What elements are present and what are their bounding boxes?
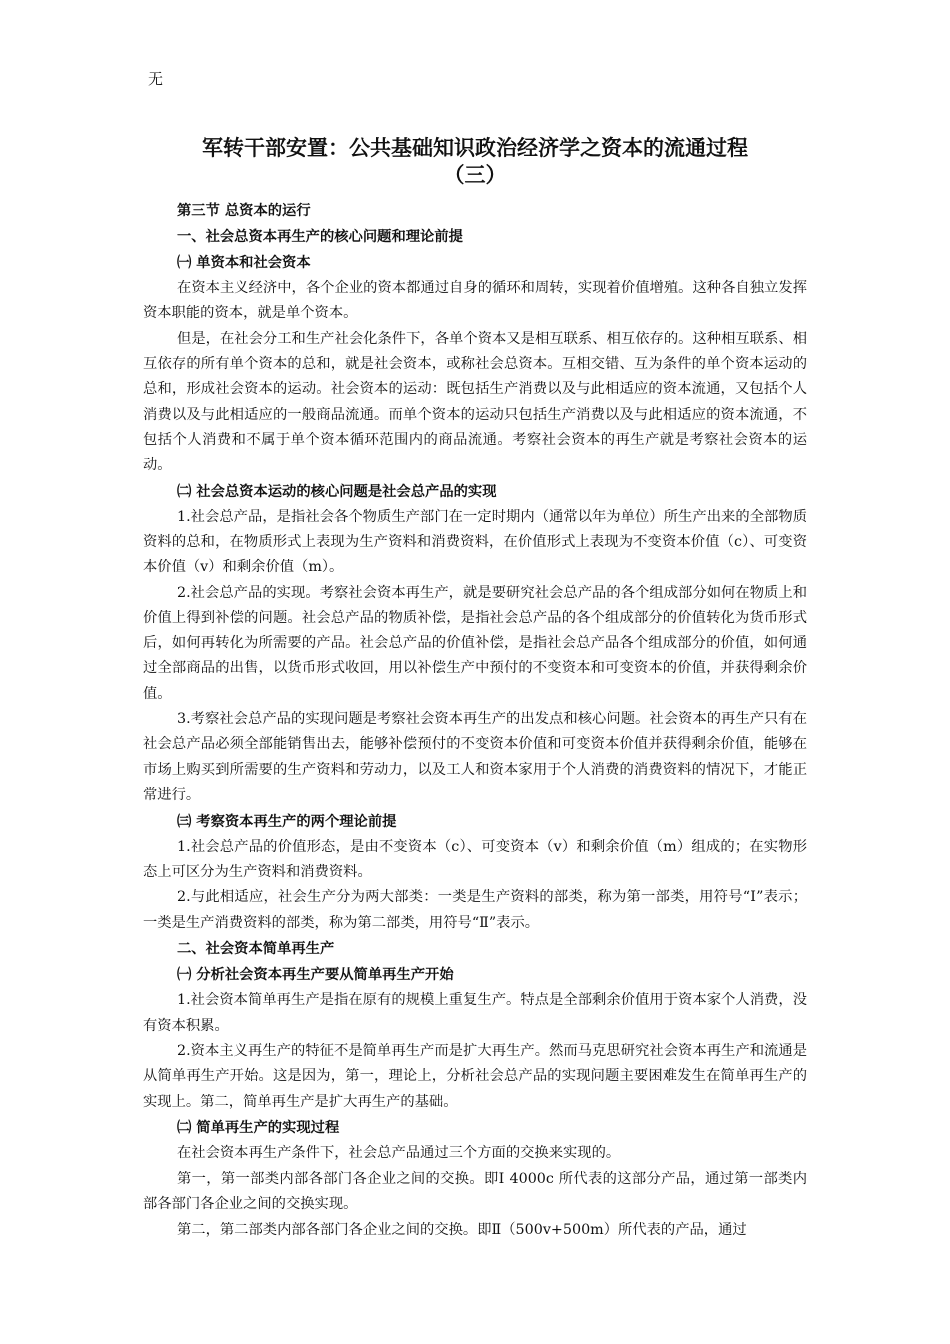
page-title	[148, 134, 802, 188]
document-body	[143, 198, 807, 1244]
page-title-line-2: （三）	[443, 162, 507, 187]
paragraph: 但是，在社会分工和生产社会化条件下，各单个资本又是相互联系、相互依存的。这种相互联系、相互依存的所有单个资本的总和，就是社会资本，或称社会总资本。互相交错、互为条件的单个资本运动的总和，形成社会资本的运动。社会资本的运动：既包括生产消费以及与此相适应的资本流通，又包括个人消费以及与此相适应的一般商品流通。而单个资本的运动只包括生产消费以及与此相适应的资本流通，不包括个人消费和不属于单个资本循环范围内的商品流通。考察社会资本的再生产就是考察社会资本的运动。	[143, 330, 807, 473]
paragraph: 在社会资本再生产条件下，社会总产品通过三个方面的交换来实现的。	[177, 1145, 621, 1162]
paragraph: 在资本主义经济中，各个企业的资本都通过自身的循环和周转，实现着价值增殖。这种各自独立发挥资本职能的资本，就是单个资本。	[143, 280, 807, 322]
paragraph: 2.资本主义再生产的特征不是简单再生产而是扩大再生产。然而马克思研究社会资本再生产和流通是从简单再生产开始。这是因为，第一，理论上，分析社会总产品的实现问题主要困难发生在简单再生产的实现上。第二，简单再生产是扩大再生产的基础。	[143, 1043, 807, 1110]
paragraph: 第二，第二部类内部各部门各企业之间的交换。即Ⅱ（500v+500m）所代表的产品，通过	[177, 1222, 747, 1238]
page-title-line-1: 军转干部安置：公共基础知识政治经济学之资本的流通过程	[202, 135, 748, 160]
header-mark: 无	[148, 70, 164, 88]
section-heading: 第三节 总资本的运行	[177, 203, 311, 219]
paragraph: 1.社会资本简单再生产是指在原有的规模上重复生产。特点是全部剩余价值用于资本家个人消费，没有资本积累。	[143, 992, 807, 1034]
chapter-heading: 二、社会资本简单再生产	[177, 941, 335, 958]
subsection-heading: ㈡ 社会总资本运动的核心问题是社会总产品的实现	[177, 483, 497, 500]
paragraph: 2.与此相适应，社会生产分为两大部类：一类是生产资料的部类，称为第一部类，用符号“Ⅰ”表示；一类是生产消费资料的部类，称为第二部类，用符号“Ⅱ”表示。	[143, 889, 807, 931]
subsection-heading: ㈢ 考察资本再生产的两个理论前提	[177, 813, 397, 830]
subsection-heading: ㈠ 分析社会资本再生产要从简单再生产开始	[177, 967, 454, 984]
subsection-heading: ㈡ 简单再生产的实现过程	[177, 1120, 340, 1137]
paragraph: 1.社会总产品，是指社会各个物质生产部门在一定时期内（通常以年为单位）所生产出来的全部物质资料的总和，在物质形式上表现为生产资料和消费资料，在价值形式上表现为不变资本价值（c）、可变资本价值（v）和剩余价值（m）。	[143, 508, 807, 576]
subsection-heading: ㈠ 单资本和社会资本	[177, 255, 311, 271]
paragraph: 第一，第一部类内部各部门各企业之间的交换。即Ⅰ 4000c 所代表的这部分产品，通过第一部类内部各部门各企业之间的交换实现。	[143, 1171, 807, 1213]
paragraph: 1.社会总产品的价值形态，是由不变资本（c）、可变资本（v）和剩余价值（m）组成的；在实物形态上可区分为生产资料和消费资料。	[143, 838, 807, 880]
chapter-heading: 一、社会总资本再生产的核心问题和理论前提	[177, 229, 463, 245]
paragraph: 3.考察社会总产品的实现问题是考察社会资本再生产的出发点和核心问题。社会资本的再生产只有在社会总产品必须全部能销售出去，能够补偿预付的不变资本价值和可变资本价值并获得剩余价值，能够在市场上购买到所需要的生产资料和劳动力，以及工人和资本家用于个人消费的消费资料的情况下，才能正常进行。	[143, 711, 807, 803]
paragraph: 2.社会总产品的实现。考察社会资本再生产，就是要研究社会总产品的各个组成部分如何在物质上和价值上得到补偿的问题。社会总产品的物质补偿，是指社会总产品的各个组成部分的价值转化为货币形式后，如何再转化为所需要的产品。社会总产品的价值补偿，是指社会总产品各个组成部分的价值，如何通过全部商品的出售，以货币形式收回，用以补偿生产中预付的不变资本和可变资本的价值，并获得剩余价值。	[143, 584, 807, 702]
